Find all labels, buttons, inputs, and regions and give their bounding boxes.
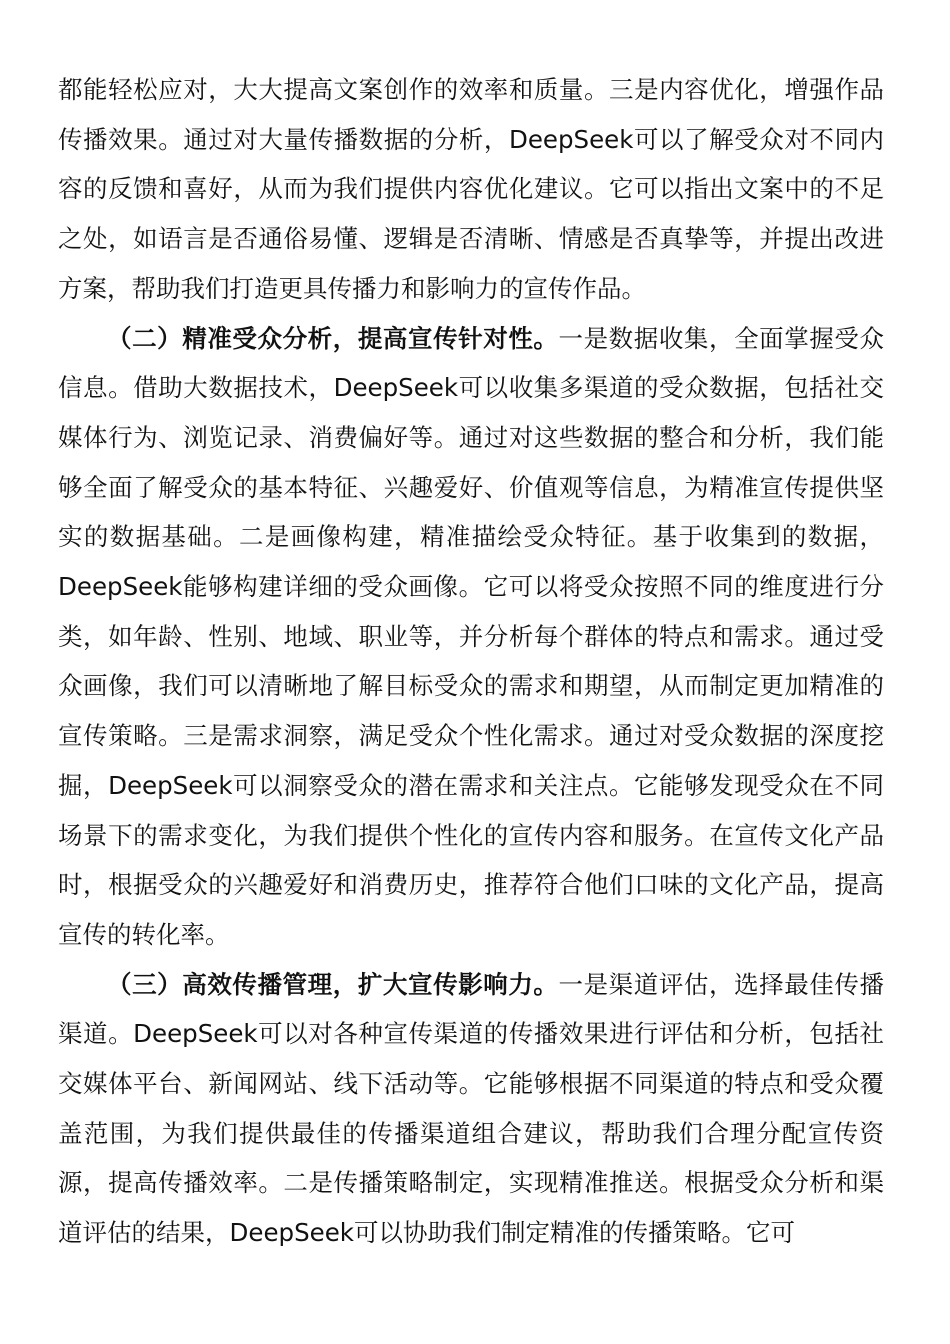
paragraph-communication-management [58,960,884,1258]
section-heading-communication-management: （三）高效传播管理，扩大宣传影响力。 [107,969,559,999]
paragraph-content-optimization [58,65,884,314]
paragraph-text: 一是数据收集，全面掌握受众信息。借助大数据技术，DeepSeek可以收集多渠道的受众数据，包括社交媒体行为、浏览记录、消费偏好等。通过对这些数据的整合和分析，我们能够全面了解受众的基本特征、兴趣爱好、价值观等信息，为精准宣传提供坚实的数据基础。二是画像构建，精准描绘受众特征。基于收集到的数据，DeepSeek能够构建详细的受众画像。它可以将受众按照不同的维度进行分类，如年龄、性别、地域、职业等，并分析每个群体的特点和需求。通过受众画像，我们可以清晰地了解目标受众的需求和期望，从而制定更加精准的宣传策略。三是需求洞察，满足受众个性化需求。通过对受众数据的深度挖掘，DeepSeek可以洞察受众的潜在需求和关注点。它能够发现受众在不同场景下的需求变化，为我们提供个性化的宣传内容和服务。在宣传文化产品时，根据受众的兴趣爱好和消费历史，推荐符合他们口味的文化产品，提高宣传的转化率。 [58,323,884,949]
document-page [58,65,884,1258]
paragraph-text: 一是渠道评估，选择最佳传播渠道。DeepSeek可以对各种宣传渠道的传播效果进行评估和分析，包括社交媒体平台、新闻网站、线下活动等。它能够根据不同渠道的特点和受众覆盖范围，为我们提供最佳的传播渠道组合建议，帮助我们合理分配宣传资源，提高传播效率。二是传播策略制定，实现精准推送。根据受众分析和渠道评估的结果，DeepSeek可以协助我们制定精准的传播策略。它可 [58,969,884,1248]
paragraph-audience-analysis [58,314,884,960]
section-heading-audience-analysis: （二）精准受众分析，提高宣传针对性。 [107,323,559,353]
paragraph-text: 都能轻松应对，大大提高文案创作的效率和质量。三是内容优化，增强作品传播效果。通过对大量传播数据的分析，DeepSeek可以了解受众对不同内容的反馈和喜好，从而为我们提供内容优化建议。它可以指出文案中的不足之处，如语言是否通俗易懂、逻辑是否清晰、情感是否真挚等，并提出改进方案，帮助我们打造更具传播力和影响力的宣传作品。 [58,75,884,303]
